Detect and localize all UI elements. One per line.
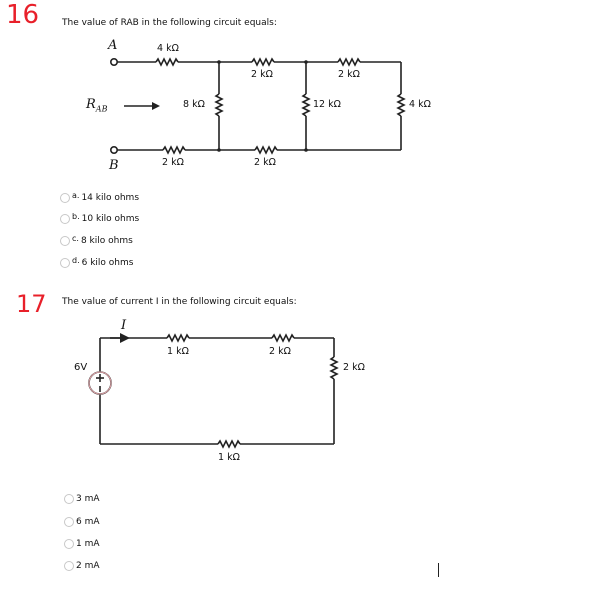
q17-prompt: The value of current I in the following circuit equals: xyxy=(62,297,297,307)
option-text: 14 kilo ohms xyxy=(81,193,140,203)
option-text: 8 kilo ohms xyxy=(80,236,133,246)
q17-resistor-top-right-label: 2 kΩ xyxy=(269,346,291,357)
option-text: 3 mA xyxy=(76,494,100,504)
q16-option-b[interactable]: b. 10 kilo ohms xyxy=(60,214,139,224)
text-cursor xyxy=(438,563,439,577)
q16-prompt: The value of RAB in the following circuit equals: xyxy=(62,18,277,28)
resistor-vert-mid-label: 12 kΩ xyxy=(313,99,341,110)
radio-button[interactable] xyxy=(64,561,74,571)
q17-option-3[interactable] xyxy=(64,539,100,549)
q16-option-a[interactable]: a. 14 kilo ohms xyxy=(60,193,139,203)
resistor-vert-left-label: 8 kΩ xyxy=(183,99,205,110)
resistor-bot-left-label: 2 kΩ xyxy=(162,157,184,168)
rab-label: $R_{AB}$ xyxy=(86,97,108,114)
radio-button[interactable] xyxy=(64,539,74,549)
q17-option-4[interactable] xyxy=(64,561,100,571)
option-text: 6 kilo ohms xyxy=(81,258,134,268)
source-label: 6V xyxy=(74,362,88,373)
question-number-16: 16 xyxy=(6,0,40,30)
radio-button[interactable] xyxy=(64,494,74,504)
radio-button[interactable] xyxy=(64,517,74,527)
node-b-label: B xyxy=(109,158,119,173)
current-label: I xyxy=(121,318,127,333)
option-text: 6 mA xyxy=(76,517,100,527)
q16-option-c[interactable]: c. 8 kilo ohms xyxy=(60,236,133,246)
resistor-top-right-label: 2 kΩ xyxy=(338,69,360,80)
q17-resistor-right-label: 2 kΩ xyxy=(343,362,365,373)
q17-option-1[interactable] xyxy=(64,494,100,504)
option-text: 10 kilo ohms xyxy=(81,214,140,224)
node-a-label: A xyxy=(108,38,118,53)
option-text: 2 mA xyxy=(76,561,100,571)
resistor-bot-mid-label: 2 kΩ xyxy=(254,157,276,168)
option-text: 1 mA xyxy=(76,539,100,549)
resistor-vert-right-label: 4 kΩ xyxy=(409,99,431,110)
q16-option-d[interactable]: d. 6 kilo ohms xyxy=(60,258,133,268)
q17-resistor-top-left-label: 1 kΩ xyxy=(167,346,189,357)
q17-option-2[interactable] xyxy=(64,517,100,527)
q17-resistor-bottom-label: 1 kΩ xyxy=(218,452,240,463)
resistor-top-left-label: 4 kΩ xyxy=(157,43,179,54)
question-number-17: 17 xyxy=(16,290,47,318)
resistor-top-mid-label: 2 kΩ xyxy=(251,69,273,80)
